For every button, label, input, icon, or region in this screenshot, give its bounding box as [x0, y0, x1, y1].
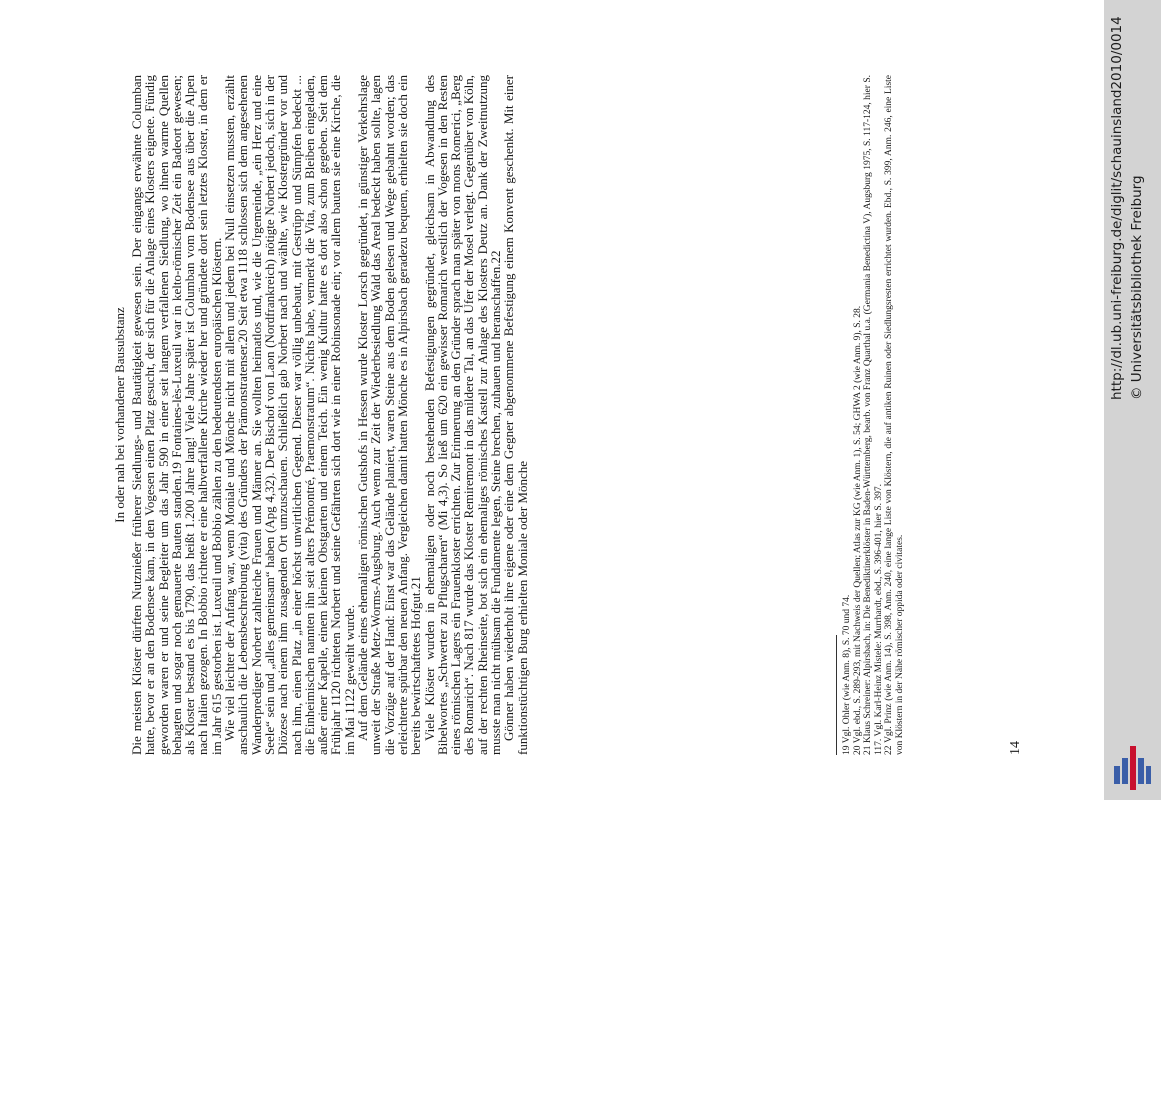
footnote: 20 Vgl. ebd., S. 289-293, mit Nachweis der Quellen; Atlas zur KG (wie Anm. 1), S. 54; GHWA 2 (wie Anm. 9), S. 28.	[852, 305, 863, 755]
library-logo-icon	[1112, 744, 1152, 790]
sidebar-url-link[interactable]: http://dl.ub.uni-freiburg.de/diglit/schauinsland2010/0014	[1109, 16, 1125, 400]
page-number: 14	[1008, 741, 1023, 755]
body-text	[130, 75, 529, 755]
paragraph: Gönner haben wiederholt ihre eigene oder eine dem Gegner abgenommene Befestigung einem Konvent geschenkt. Mit einer funktionstüchtigen Burg erhielten Moniale oder Mönche	[501, 75, 530, 755]
footnote: 21 Klaus Schreiner: Alpirsbach, in: Die Benediktinerklöster in Baden-Württemberg, bearb. von Franz Quarthal u.a. (Germania Benedictina V), Augsburg 1975, S. 117-124, hier S. 117. Vgl. Karl-Heinz Mistele: Murrhardt, ebd., S. 396-401, hier S. 397.	[863, 75, 884, 755]
paragraph: Die meisten Klöster dürften Nutznießer früherer Siedlungs- und Bautätigkeit gewesen sein. Der eingangs erwähnte Columban hatte, bevor er an den Bodensee kam, in den Vogesen einen Platz gesucht, der sich für die Anlage eines Klosters eignete. Fündig geworden waren er und seine Begleiter um das Jahr 590 in einer seit langem verfallenen Siedlung, wo ihnen warme Quellen behagten und sogar noch gemauerte Bauten standen.19 Fontaines-lès-Luxeuil war in kelto-römischer Zeit ein Badeort gewesen; als Kloster bestand es bis 1790, das heißt 1.200 Jahre lang! Viele Jahre später ist Columban vom Bodensee aus über die Alpen nach Italien gezogen. In Bobbio richtete er eine halbverfallene Kirche wieder her und gründete dort sein letztes Kloster, in dem er im Jahr 615 gestorben ist. Luxeuil und Bobbio zählen zu den bedeutendsten europäischen Klöstern.	[129, 75, 224, 755]
footnote: 19 Vgl. Ohler (wie Anm. 8), S. 70 und 74.	[842, 594, 852, 755]
running-head: In oder nah bei vorhandener Bausubstanz	[112, 307, 127, 523]
paragraph: Viele Klöster wurden in ehemaligen oder noch bestehenden Befestigungen gegründet, gleichsam in Abwandlung des Bibelwortes „Schwerter zu Pflugscharen“ (Mi 4,3). So ließ um 620 ein gewisser Romarich westlich der Vogesen in den Resten eines römischen Lagers ein Frauenkloster errichten. Zur Erinnerung an den Gründer sprach man später von mons Romerici, „Berg des Romarich“. Nach 817 wurde das Kloster Remiremont in das mildere Tal, an das Ufer der Mosel verlegt. Gegenüber von Köln, auf der rechten Rheinseite, bot sich ein ehemaliges römisches Kastell zur Anlage des Klosters Deutz an. Dank der Zweitnutzung musste man nicht mühsam die Fundamente legen, Steine brechen, zuhauen und heranschaffen.22	[421, 75, 504, 755]
paragraph: Auf dem Gelände eines ehemaligen römischen Gutshofs in Hessen wurde Kloster Lorsch gegründet, in günstiger Verkehrslage unweit der Straße Metz-Worms-Augsburg. Auch wenn zur Zeit der Wiederbesiedlung Wald das Areal bedeckt haben sollte, lagen die Vorzüge auf der Hand: Einst war das Gelände planiert, waren Steine aus dem Boden gelesen und Wege gebahnt worden; das erleichterte spürbar den neuen Anfang. Vergleichen damit hatten Mönche es in Alpirsbach geradezu bequem, erhielten sie doch ein bereits bewirtschaftetes Hofgut.21	[355, 75, 424, 755]
paragraph: Wie viel leichter der Anfang war, wenn Moniale und Mönche nicht mit allem und jedem bei Null einsetzen mussten, erzählt anschaulich die Lebensbeschreibung (vita) des Gründers der Prämonstratenser.20 Seit etwa 1118 schlossen sich dem angesehenen Wanderprediger Norbert zahlreiche Frauen und Männer an. Sie wollten heimatlos und, wie die Urgemeinde, „ein Herz und eine Seele“ sein und „alles gemeinsam“ haben (Apg 4,32). Der Bischof von Laon (Nordfrankreich) nötigte Norbert jedoch, sich in der Diözese nach einem ihm zusagenden Ort umzuschauen. Schließlich gab Norbert nach und wählte, wie Klostergründer vor und nach ihm, einen Platz „in einer höchst unwirtlichen Gegend. Dieser war völlig unbebaut, mit Gestrüpp und Sümpfen bedeckt ... die Einheimischen nannten ihn seit alters Prémontré, Praemonstratum“. Nichts habe, vermerkt die Vita, zum Bleiben eingeladen, außer einer Kapelle, einem kleinen Obstgarten und einem Teich. Ein wenig Kultur hatte es dort also schon gegeben. Seit dem Frühjahr 1120 richteten Norbert und seine Gefährten sich dort wie in einer Robinsonade ein; vor allem bauten sie eine Kirche, die im Mai 1122 geweiht wurde.	[222, 75, 357, 755]
footnotes	[842, 75, 905, 755]
footnote: 22 Vgl. Prinz (wie Anm. 14), S. 398, Anm. 240, eine lange Liste von Klöstern, die auf antiken Ruinen oder Siedlungsresten errichtet wurden. Ebd., S. 399, Anm. 246, eine Liste von Klöstern in der Nähe römischer oppida oder civitates.	[884, 75, 905, 755]
footnote-rule	[836, 635, 837, 755]
sidebar-copyright: © Universitätsbibliothek Freiburg	[1129, 175, 1145, 400]
